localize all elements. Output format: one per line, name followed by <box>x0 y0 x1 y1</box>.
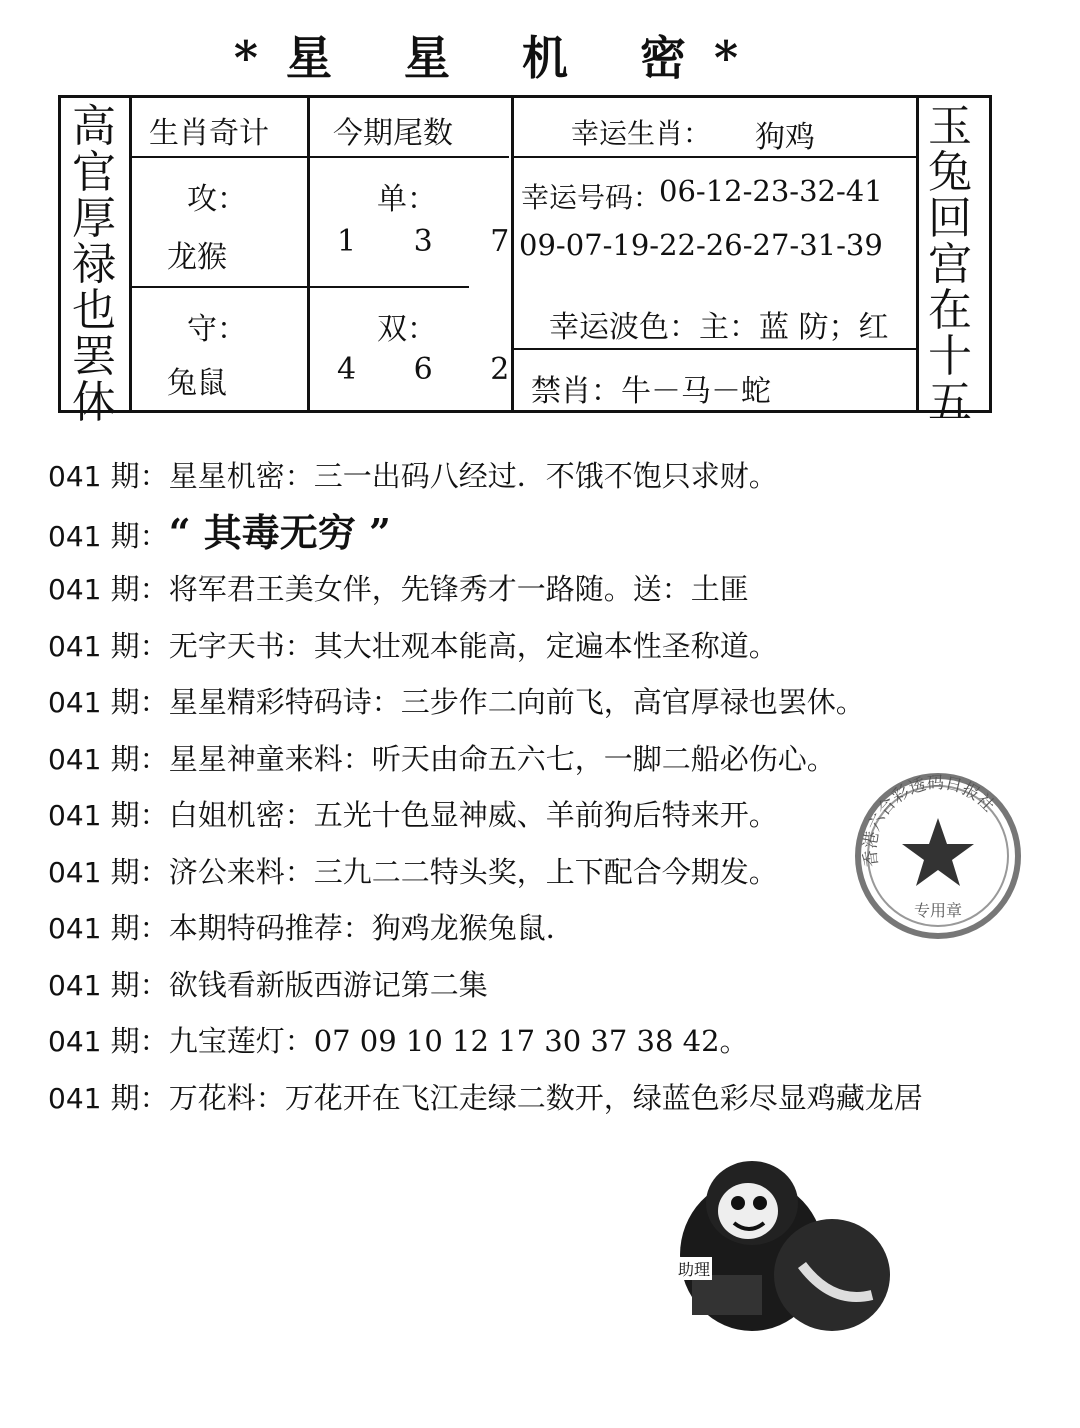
list-item: 041 期：万花料：万花开在飞江走绿二数开，绿蓝色彩尽显鸡藏龙居 <box>48 1080 923 1115</box>
defend-label: 守： <box>187 312 247 347</box>
col-header-zodiac-plan: 生肖奇计 <box>149 116 269 151</box>
list-item: 041 期：欲钱看新版西游记第二集 <box>48 967 488 1002</box>
official-stamp <box>852 770 1024 942</box>
stamp-bottom-text: 专用章 <box>913 901 963 920</box>
attack-label: 攻： <box>187 182 247 217</box>
lucky-zodiac-label: 幸运生肖： <box>571 117 712 150</box>
list-item: 041 期：无字天书：其大壮观本能高，定遍本性圣称道。 <box>48 628 778 663</box>
lucky-numbers-2: 09-07-19-22-26-27-31-39 <box>519 228 883 262</box>
divider <box>129 98 132 410</box>
banned-zodiac: 禁肖：牛－马－蛇 <box>531 374 771 409</box>
lucky-color: 幸运波色：主：蓝 防；红 <box>549 310 889 345</box>
stamp-ring-text: 香港六合彩透码日报社 <box>860 773 999 868</box>
list-item: 041 期：济公来料：三九二二特头奖，上下配合今期发。 <box>48 854 778 889</box>
defend-value: 兔鼠 <box>167 366 227 401</box>
col-header-tail-digits: 今期尾数 <box>333 116 453 151</box>
list-item: 041 期：白姐机密：五光十色显神威、羊前狗后特来开。 <box>48 798 778 832</box>
left-banner: 高官厚禄也罢休 <box>72 101 116 428</box>
even-label: 双： <box>377 312 437 347</box>
monkey-mascot-image <box>672 1155 912 1335</box>
lucky-numbers-label: 幸运号码： <box>521 181 662 214</box>
list-item: 041 期：九宝莲灯：07 09 10 12 17 30 37 38 42。 <box>48 1024 749 1058</box>
list-item: 041 期：本期特码推荐：狗鸡龙猴兔鼠． <box>48 911 575 945</box>
info-table <box>58 95 992 428</box>
list-item: 041 期：星星神童来料：听天由命五六七，一脚二船必伤心。 <box>48 741 836 776</box>
list-item: 041 期：星星机密：三一出码八经过．不饿不饱只求财。 <box>48 459 778 493</box>
divider <box>513 156 916 158</box>
attack-value: 龙猴 <box>167 240 227 275</box>
lucky-zodiac-value: 狗鸡 <box>755 120 815 155</box>
star-icon <box>902 818 974 886</box>
lucky-numbers-1: 06-12-23-32-41 <box>659 174 883 208</box>
divider <box>513 348 916 350</box>
even-digits: 4 6 2 <box>337 352 534 387</box>
list-item: 041 期：“ 其毒无穷 ” <box>48 509 391 555</box>
divider <box>129 286 469 288</box>
divider <box>307 98 310 410</box>
odd-digits: 1 3 7 <box>337 224 534 259</box>
divider <box>916 98 919 410</box>
list-item: 041 期：星星精彩特码诗：三步作二向前飞，高官厚禄也罢休。 <box>48 685 865 719</box>
page-title: *星 星 机 密* <box>233 31 767 85</box>
odd-label: 单： <box>377 182 437 217</box>
mascot-label: 助理 <box>676 1257 712 1280</box>
divider <box>129 156 509 158</box>
right-banner: 玉兔回宫在十五 <box>928 101 972 428</box>
list-item: 041 期：将军君王美女伴，先锋秀才一路随。送：土匪 <box>48 572 749 606</box>
